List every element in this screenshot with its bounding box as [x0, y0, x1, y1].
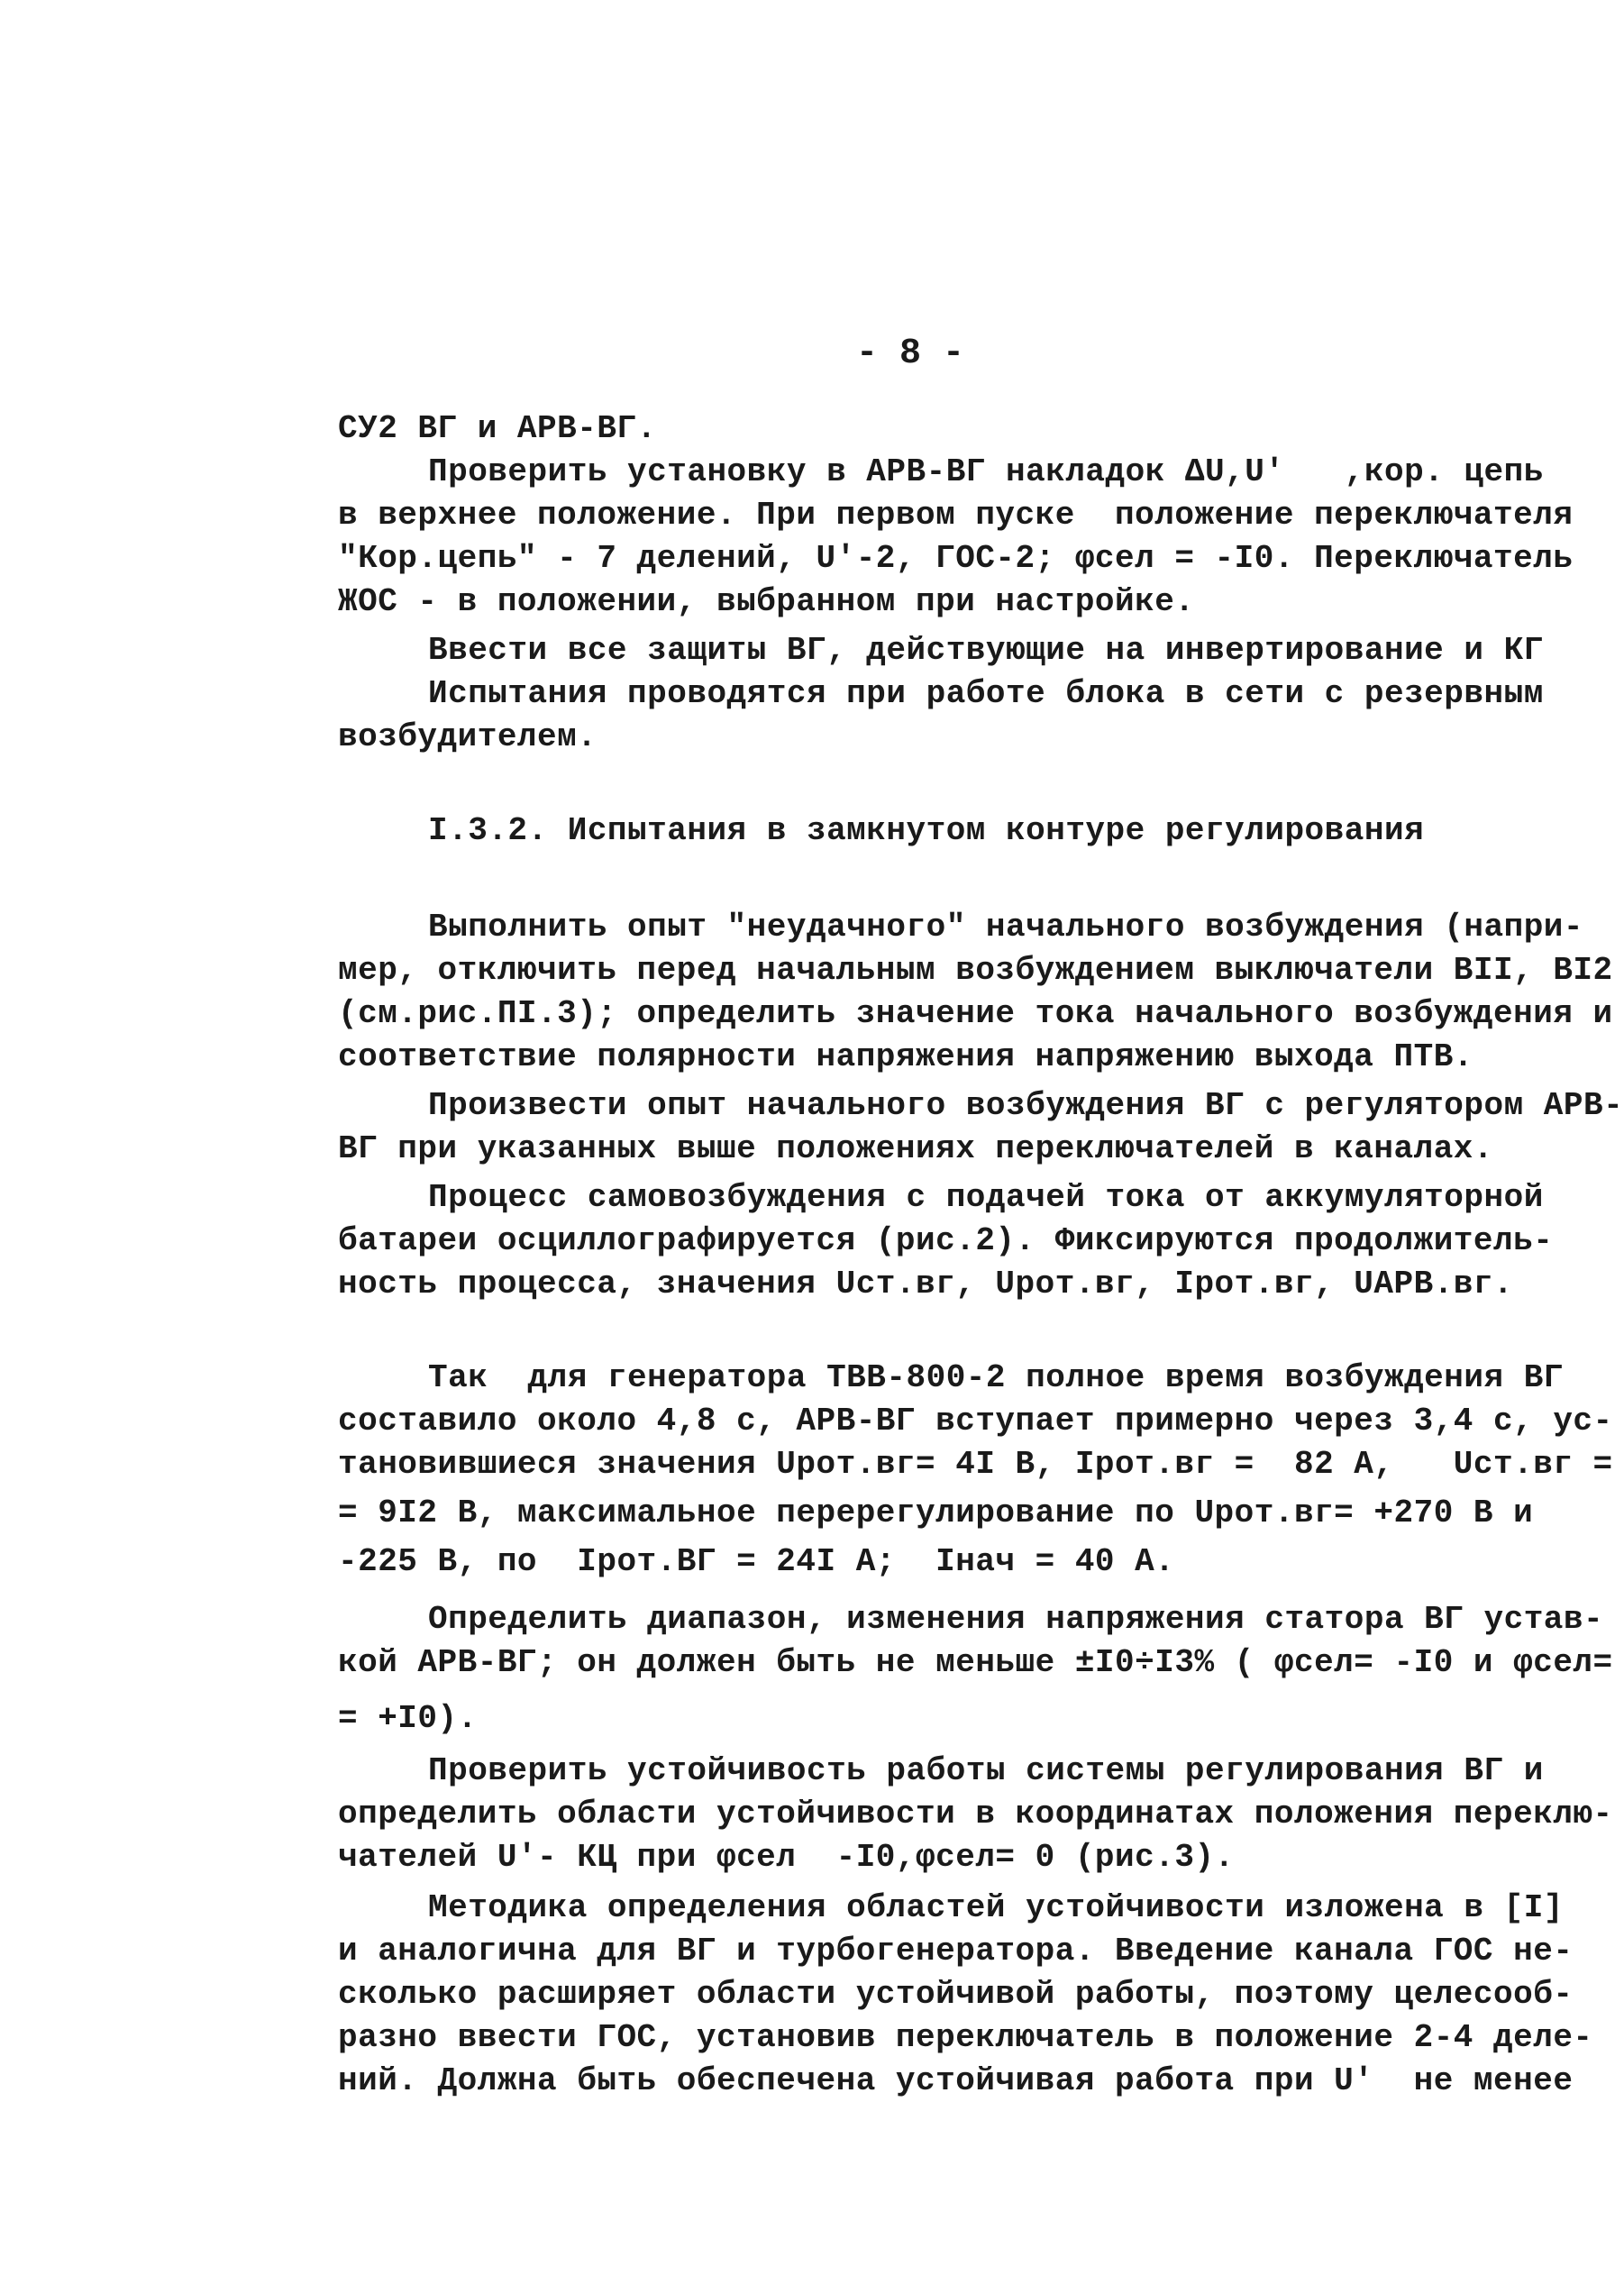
- text-line: возбудителем.: [338, 718, 598, 755]
- page-number: - 8 -: [856, 334, 965, 374]
- text-line: СУ2 ВГ и АРВ-ВГ.: [338, 410, 657, 447]
- text-line: соответствие полярности напряжения напряжению выхода ПТВ.: [338, 1038, 1473, 1075]
- text-line: в верхнее положение. При первом пуске положение переключателя: [338, 497, 1574, 534]
- text-line: Проверить устойчивость работы системы регулирования ВГ и: [428, 1752, 1544, 1789]
- text-line: Испытания проводятся при работе блока в сети с резервным: [428, 675, 1544, 712]
- text-line: Произвести опыт начального возбуждения ВГ с регулятором АРВ-: [428, 1087, 1624, 1124]
- text-line: ность процесса, значения Uст.вг, Uрот.вг, Iрот.вг, UАРВ.вг.: [338, 1266, 1514, 1302]
- text-line: Определить диапазон, изменения напряжения статора ВГ устав-: [428, 1601, 1604, 1638]
- text-line: Методика определения областей устойчивости изложена в [I]: [428, 1889, 1564, 1926]
- text-line: и аналогична для ВГ и турбогенератора. Введение канала ГОС не-: [338, 1933, 1574, 1970]
- text-line: Проверить установку в АРВ-ВГ накладок ΔU,U' ,кор. цепь: [428, 453, 1544, 490]
- text-line: = 9I2 В, максимальное перерегулирование по Uрот.вг= +270 В и: [338, 1494, 1534, 1531]
- text-line: "Кор.цепь" - 7 делений, U'-2, ГОС-2; φсел = -I0. Переключатель: [338, 540, 1574, 577]
- text-line: = +I0).: [338, 1700, 478, 1737]
- text-line: определить области устойчивости в координатах положения переклю-: [338, 1796, 1613, 1832]
- text-line: тановившиеся значения Uрот.вг= 4I В, Iрот.вг = 82 А, Uст.вг =: [338, 1446, 1613, 1483]
- text-line: Процесс самовозбуждения с подачей тока от аккумуляторной: [428, 1179, 1544, 1216]
- text-line: (см.рис.ПI.3); определить значение тока начального возбуждения и: [338, 995, 1613, 1032]
- text-line: чателей U'- КЦ при φсел -I0,φсел= 0 (рис.3).: [338, 1839, 1235, 1876]
- text-line: -225 В, по Iрот.ВГ = 24I А; Iнач = 40 А.: [338, 1543, 1175, 1580]
- text-line: Ввести все защиты ВГ, действующие на инвертирование и КГ: [428, 632, 1544, 669]
- text-line: ний. Должна быть обеспечена устойчивая работа при U' не менее: [338, 2062, 1574, 2099]
- text-line: разно ввести ГОС, установив переключатель в положение 2-4 деле-: [338, 2019, 1593, 2056]
- text-line: батареи осциллографируется (рис.2). Фиксируются продолжитель-: [338, 1222, 1554, 1259]
- text-line: Выполнить опыт "неудачного" начального возбуждения (напри-: [428, 909, 1584, 946]
- text-line: мер, отключить перед начальным возбуждением выключатели BII, BI2: [338, 952, 1613, 989]
- text-line: сколько расширяет области устойчивой работы, поэтому целесооб-: [338, 1976, 1574, 2013]
- text-line: Так для генератора ТВВ-800-2 полное время возбуждения ВГ: [428, 1359, 1564, 1396]
- text-line: составило около 4,8 с, АРВ-ВГ вступает примерно через 3,4 с, ус-: [338, 1403, 1613, 1439]
- section-heading: I.3.2. Испытания в замкнутом контуре регулирования: [428, 812, 1425, 849]
- text-line: кой АРВ-ВГ; он должен быть не меньше ±I0÷I3% ( φсел= -I0 и φсел=: [338, 1644, 1613, 1681]
- text-line: ЖОС - в положении, выбранном при настройке.: [338, 583, 1195, 620]
- text-line: ВГ при указанных выше положениях переключателей в каналах.: [338, 1130, 1494, 1167]
